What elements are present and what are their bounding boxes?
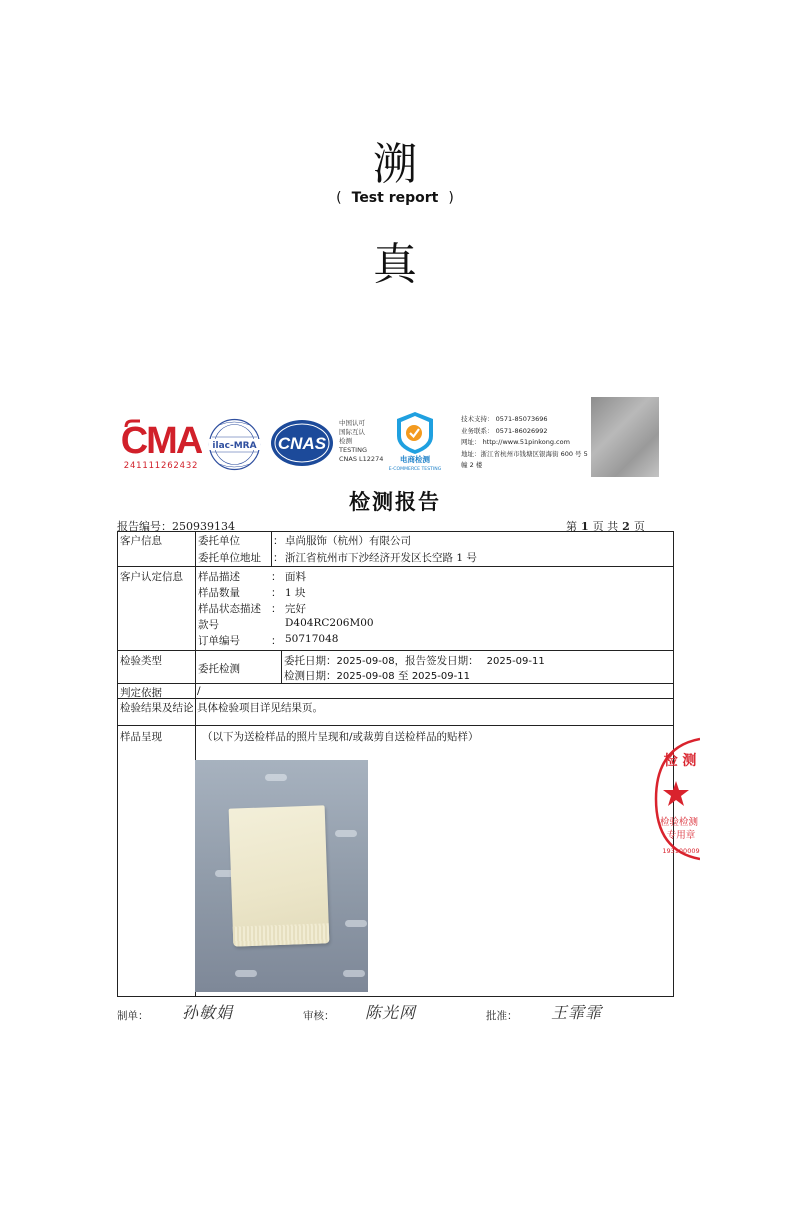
report-number-value: 250939134 [172,520,235,533]
contact-line: 业务联系： 0571-86026992 [461,426,548,435]
prepared-signature: 孙敏娟 [182,1003,234,1022]
table-row-test-type [118,650,673,684]
table-row-basis [118,683,673,699]
sample-desc-label: 样品描述 [198,571,240,583]
test-type-label: 检验类型 [120,655,162,667]
cover-subtitle-open: ( [336,190,342,206]
sample-show-label: 样品呈现 [120,731,162,743]
ilac-mra-logo [207,417,262,472]
report-number-label: 报告编号： [117,520,172,533]
test-date-to-word: 至 [397,670,409,682]
cnas-line: 中国认可 [339,419,365,427]
cma-logo-text: CMA [120,420,202,462]
client-addr-label: 委托单位地址 [198,552,261,564]
contact-block [461,414,591,472]
result-value: 具体检验项目详见结果页。 [197,702,323,714]
entrust-date-line [284,653,545,668]
inspection-stamp [654,737,700,861]
approve-label: 批准： [486,1010,518,1022]
review-label: 审核： [303,1010,335,1022]
stamp-text-num: 193100009 [662,847,700,855]
sample-show-value: （以下为送检样品的照片呈现和/或裁剪自送检样品的贴样） [202,731,479,743]
colon: ： [271,587,282,599]
table-row-result [118,698,673,726]
cover-subtitle-close: ) [448,190,454,206]
cover-subtitle-text: Test report [351,190,439,206]
contact-line: 技术支持： 0571-85073696 [461,415,548,423]
style-value: D404RC206M00 [285,617,374,629]
basis-value: / [197,685,201,697]
sample-state-label: 样品状态描述 [198,603,261,615]
cover-subtitle [0,190,790,206]
page-suffix: 页 [633,520,645,533]
order-label: 订单编号 [198,635,240,647]
fabric-sample [229,805,330,946]
cnas-caption [339,419,383,464]
test-type-value: 委托检测 [198,663,240,675]
entrust-date-value: 2025-09-08 [336,656,395,667]
qr-code-blurred [591,397,659,477]
sample-qty-label: 样品数量 [198,587,240,599]
cover-title-char-bottom: 真 [373,239,417,290]
cnas-line: CNAS L12274 [339,455,384,463]
sample-desc-value: 面料 [285,571,306,583]
stamp-text-mid1: 检验检测 [659,817,699,828]
contact-line: 幢 2 楼 [461,461,483,469]
prepared-label: 制单： [117,1010,149,1022]
client-addr-value: 浙江省杭州市下沙经济开发区长空路 1 号 [285,552,477,564]
test-date-line [284,668,470,683]
contact-line: 地址：浙江省杭州市钱塘区银海街 600 号 5 [461,449,588,458]
sample-qty-value: 1 块 [285,587,306,599]
stamp-text-mid2: 专用章 [666,830,696,841]
cma-logo [120,415,202,471]
client-unit-label: 委托单位 [198,535,240,547]
ecom-cn: 电商检测 [400,455,430,464]
page-prefix: 第 [566,520,577,533]
test-date-label: 检测日期： [284,670,337,682]
colon: ： [273,552,284,564]
client-confirm-label: 客户认定信息 [120,571,183,583]
cnas-text: CNAS [277,434,327,453]
approve-signature: 王霏霏 [551,1003,603,1022]
result-label: 检验结果及结论 [120,702,194,714]
client-unit-value: 卓尚服饰（杭州）有限公司 [285,535,411,547]
page-current: 1 [581,520,589,533]
page-total: 2 [622,520,630,533]
basis-label: 判定依据 [120,687,162,699]
table-row-sample [118,566,673,650]
issue-date-label: ，报告签发日期： [394,655,479,667]
report-title: 检测报告 [349,489,441,514]
table-row-client [118,532,673,566]
ecom-en: E-COMMERCE TESTING [388,467,442,472]
client-info-label: 客户信息 [120,535,162,547]
cnas-line: 检测 [339,437,352,445]
issue-date-value: 2025-09-11 [486,656,545,667]
stamp-text-top: 检 测 [663,753,697,769]
cover-title-char-top: 溯 [373,139,417,190]
entrust-date-label: 委托日期： [284,655,337,667]
sample-photo [195,760,368,992]
ilac-text: ilac-MRA [212,441,257,451]
cma-number: 241111262432 [123,461,199,471]
colon: ： [271,603,282,615]
test-date-from: 2025-09-08 [336,671,395,682]
colon: ： [271,571,282,583]
order-value: 50717048 [285,633,339,645]
page-middle: 页 共 [592,520,619,533]
colon: ： [271,635,282,647]
ecommerce-testing-logo [385,410,445,472]
cnas-line: TESTING [339,446,367,454]
cnas-line: 国际互认 [339,428,365,436]
test-date-to: 2025-09-11 [411,671,470,682]
review-signature: 陈光网 [365,1003,417,1022]
style-label: 款号 [198,619,219,631]
cnas-logo [270,418,334,468]
colon: ： [273,535,284,547]
sample-state-value: 完好 [285,603,306,615]
contact-line: 网址： http://www.51pinkong.com [461,438,570,446]
